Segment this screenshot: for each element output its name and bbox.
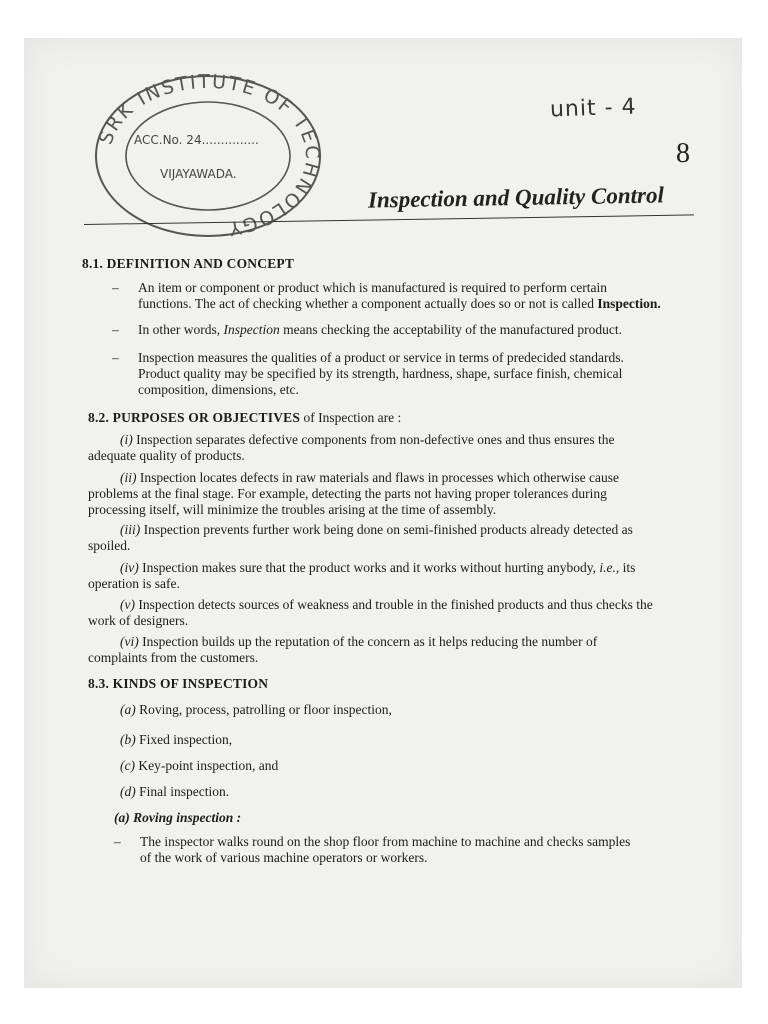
stamp-city: VIJAYAWADA. <box>160 167 237 181</box>
objective-item: (i) Inspection separates defective components from non-defective ones and thus ensures the adequate quality of products. <box>88 432 615 463</box>
bullet-dash: – <box>112 322 119 337</box>
bullet-dash: – <box>112 350 119 365</box>
objective-item: (iv) Inspection makes sure that the product works and it works without hurting anybody, i.e., its operation is safe. <box>88 560 636 591</box>
section-heading-8-1: 8.1. DEFINITION AND CONCEPT <box>82 256 295 271</box>
bullet-text-line: Product quality may be specified by its strength, hardness, shape, surface finish, chemical <box>138 366 623 381</box>
bullet-quality-measures <box>112 350 702 398</box>
chapter-number: 8 <box>676 138 690 169</box>
bullet-definition <box>112 280 702 312</box>
handwritten-unit-note: unit - 4 <box>549 94 637 123</box>
section-heading-8-2: 8.2. PURPOSES OR OBJECTIVES of Inspection are : <box>88 410 402 425</box>
bullet-text-line: of the work of various machine operators or workers. <box>140 850 428 865</box>
objective-item: (vi) Inspection builds up the reputation of the concern as it helps reducing the number of complaints from the customers. <box>88 634 598 665</box>
roving-inspection-heading: (a) Roving inspection : <box>114 810 242 825</box>
kind-item: (a) Roving, process, patrolling or floor inspection, <box>120 702 392 717</box>
library-stamp <box>88 68 328 238</box>
kind-item: (d) Final inspection. <box>120 784 230 799</box>
stamp-acc-no: ACC.No. 24............... <box>134 133 259 147</box>
objective-item: (v) Inspection detects sources of weakness and trouble in the finished products and thus checks the work of designers. <box>88 597 653 628</box>
bullet-other-words <box>112 322 702 338</box>
objective-item: (iii) Inspection prevents further work being done on semi-finished products already detected as spoiled. <box>88 522 633 553</box>
bullet-dash: – <box>114 834 121 849</box>
bullet-text-line: Inspection measures the qualities of a product or service in terms of predecided standards. <box>138 350 624 365</box>
bullet-text-line: In other words, Inspection means checking the acceptability of the manufactured product. <box>138 322 622 337</box>
chapter-title: Inspection and Quality Control <box>367 182 665 213</box>
bullet-text-line: The inspector walks round on the shop floor from machine to machine and checks samples <box>140 834 631 849</box>
bullet-text-line: An item or component or product which is manufactured is required to perform certain <box>138 280 607 295</box>
bullet-dash: – <box>112 280 119 295</box>
stamp-ring-text: SRK INSTITUTE OF TECHNOLOGY <box>94 70 324 238</box>
bullet-roving <box>114 834 708 866</box>
kind-item: (c) Key-point inspection, and <box>120 758 279 773</box>
section-heading-8-3: 8.3. KINDS OF INSPECTION <box>88 676 269 691</box>
kind-item: (b) Fixed inspection, <box>120 732 233 747</box>
bullet-text-line: functions. The act of checking whether a component actually does so or not is called Inspection. <box>138 296 661 311</box>
bullet-text-line: composition, dimensions, etc. <box>138 382 299 397</box>
objective-item: (ii) Inspection locates defects in raw materials and flaws in processes which otherwise cause problems at the final stage. For example, detecting the parts not having proper tolerances during processing itself, will minimize the troubles arising at the time of assembly. <box>88 470 619 517</box>
